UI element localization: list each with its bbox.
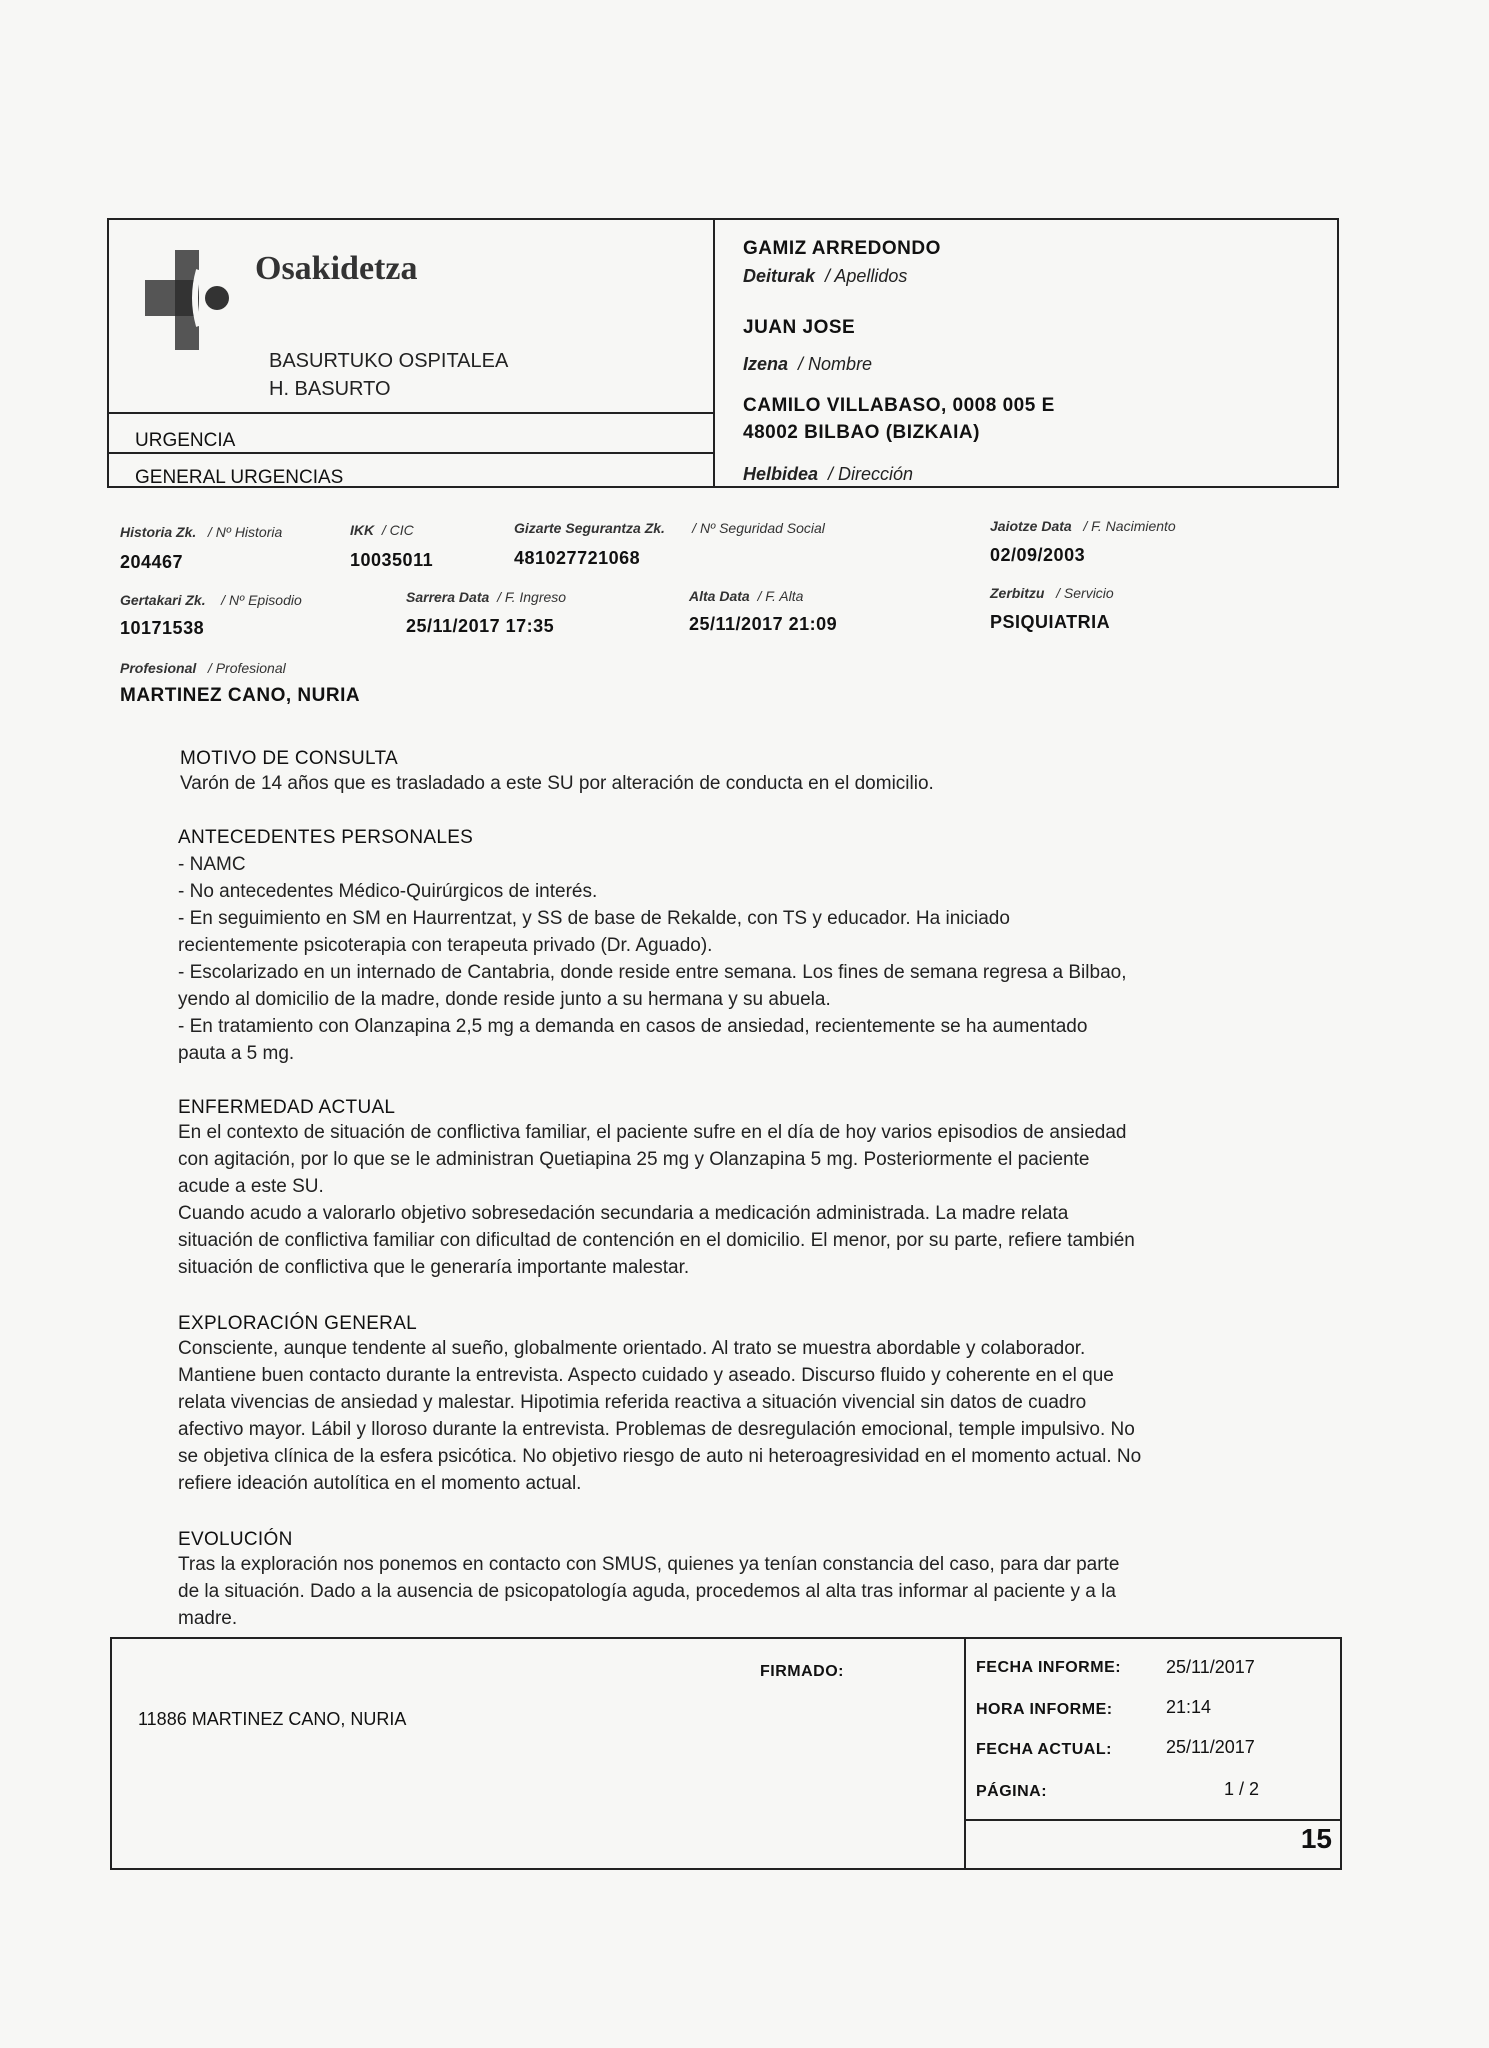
ss-value: 481027721068 (514, 548, 641, 568)
birth-label: Jaiotze Data / F. Nacimiento (990, 518, 1176, 534)
fecha-informe-label: FECHA INFORME: (976, 1659, 1122, 1676)
name-label: Izena / Nombre (743, 354, 873, 374)
historia-value: 204467 (120, 552, 184, 572)
fecha-informe-value: 25/11/2017 (1166, 1657, 1255, 1677)
signature-footer (110, 1637, 1342, 1870)
surname-label: Deiturak / Apellidos (743, 266, 908, 286)
episodio-label: Gertakari Zk. / Nº Episodio (120, 592, 302, 608)
report-info (964, 1639, 1342, 1868)
signer-name: 11886 MARTINEZ CANO, NURIA (138, 1709, 407, 1729)
patient-header (107, 218, 1339, 488)
servicio-value: PSIQUIATRIA (990, 612, 1111, 632)
cic-value: 10035011 (350, 550, 434, 570)
section-text-antecedentes: - NAMC - No antecedentes Médico-Quirúrgicos de interés. - En seguimiento en SM en Haurrentzat, y SS de base de Rekalde, con TS y educador. Ha iniciado recientemente psicoterapia con terapeuta privado (Dr. Aguado). - Escolarizado en un internado de Cantabria, donde reside entre semana. Los fines de semana regresa a Bilbao, yendo al domicilio de la madre, donde reside junto a su hermana y su abuela. - En tratamiento con Olanzapina 2,5 mg a demanda en casos de ansiedad, recientemente se ha aumentado pauta a 5 mg. (178, 854, 1127, 1064)
address-line2: 48002 BILBAO (BIZKAIA) (743, 422, 980, 443)
section-title-exploracion: EXPLORACIÓN GENERAL (178, 1313, 418, 1334)
section-title-antecedentes: ANTECEDENTES PERSONALES (178, 827, 474, 848)
episodio-value: 10171538 (120, 618, 205, 638)
unit: GENERAL URGENCIAS (135, 467, 344, 488)
page-number: 15 (1300, 1823, 1332, 1854)
section-text-evolucion: Tras la exploración nos ponemos en contacto con SMUS, quienes ya tenían constancia del caso, para dar parte de la situación. Dado a la ausencia de psicopatología aguda, procedemos al alta tras informar al paciente y a la madre. (178, 1554, 1120, 1629)
hospital-short: H. BASURTO (269, 378, 391, 400)
profesional-label: Profesional / Profesional (120, 660, 286, 676)
hospital-name: BASURTUKO OSPITALEA (269, 350, 509, 372)
department: URGENCIA (135, 430, 236, 451)
section-text-exploracion: Consciente, aunque tendente al sueño, globalmente orientado. Al trato se muestra abordable y colaborador. Mantiene buen contacto durante la entrevista. Aspecto cuidado y aseado. Discurso fluido y coherente en el que relata vivencias de ansiedad y malestar. Hipotimia referida reactiva a situación vivencial sin datos de cuadro afectivo mayor. Lábil y lloroso durante la entrevista. Problemas de desregulación emocional, temple impulsivo. No se objetiva clínica de la esfera psicótica. No objetivo riesgo de auto ni heteroagresividad en el momento actual. No refiere ideación autolítica en el momento actual. (178, 1338, 1142, 1494)
logo-text: Osakidetza (255, 250, 418, 287)
ingreso-label: Sarrera Data / F. Ingreso (406, 589, 567, 605)
alta-label: Alta Data / F. Alta (689, 588, 804, 604)
patient-name: JUAN JOSE (743, 317, 856, 338)
section-title-motivo: MOTIVO DE CONSULTA (180, 748, 398, 769)
hora-informe-value: 21:14 (1166, 1697, 1212, 1717)
section-text-motivo: Varón de 14 años que es trasladado a este SU por alteración de conducta en el domicilio. (180, 773, 934, 794)
birth-value: 02/09/2003 (990, 545, 1086, 565)
fecha-actual-value: 25/11/2017 (1166, 1737, 1255, 1757)
address-label: Helbidea / Dirección (743, 464, 914, 484)
osakidetza-logo-icon (145, 250, 235, 350)
ingreso-value: 25/11/2017 17:35 (406, 616, 555, 636)
alta-value: 25/11/2017 21:09 (689, 614, 838, 634)
cic-label: IKK / CIC (350, 522, 414, 538)
section-title-evolucion: EVOLUCIÓN (178, 1529, 293, 1550)
firmado-label: FIRMADO: (760, 1663, 844, 1680)
patient-surname: GAMIZ ARREDONDO (743, 238, 941, 259)
servicio-label: Zerbitzu / Servicio (990, 585, 1114, 601)
pagina-value: 1 / 2 (1224, 1779, 1260, 1799)
section-title-enfermedad: ENFERMEDAD ACTUAL (178, 1097, 396, 1118)
pagina-label: PÁGINA: (976, 1783, 1048, 1800)
fecha-actual-label: FECHA ACTUAL: (976, 1741, 1112, 1758)
address-line1: CAMILO VILLABASO, 0008 005 E (743, 395, 1055, 416)
historia-label: Historia Zk. / Nº Historia (120, 524, 283, 540)
hospital-block (109, 220, 715, 486)
hora-informe-label: HORA INFORME: (976, 1701, 1113, 1718)
section-text-enfermedad: En el contexto de situación de conflictiva familiar, el paciente sufre en el día de hoy varios episodios de ansiedad con agitación, por lo que se le administran Quetiapina 25 mg y Olanzapina 5 mg. Posteriormente el paciente acude a este SU. Cuando acudo a valorarlo objetivo sobresedación secundaria a medicación administrada. La madre relata situación de conflictiva familiar con dificultad de contención en el domicilio. El menor, por su parte, refiere también situación de conflictiva que le generaría importante malestar. (178, 1122, 1135, 1278)
profesional-value: MARTINEZ CANO, NURIA (120, 685, 361, 706)
ss-label: Gizarte Segurantza Zk. / Nº Seguridad Social (514, 520, 825, 536)
